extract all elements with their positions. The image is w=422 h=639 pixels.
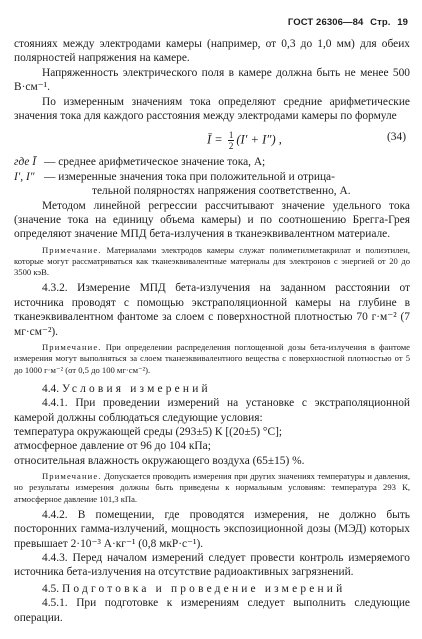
note-text: При определении распределения поглощенной дозы бета-излучения в фантоме измерения могут выполняться за слоем тканеэквивалентного вещества с поверхностной плотностью от 5 до 1000 г·м⁻² (от 0,5 до 100 мг·см⁻²). bbox=[14, 342, 410, 375]
note-text: Допускается проводить измерения при других значениях температуры и давления, но результаты измерения должны быть приведены к нормальным условиям: температура 293 К, атмосферное давление 101,3 кПа. bbox=[14, 471, 410, 504]
section-number: 4.5. bbox=[42, 582, 60, 595]
paragraph: Напряженность электрического поля в камере должна быть не менее 500 В·см⁻¹. bbox=[14, 66, 410, 94]
standard-code: ГОСТ 26306—84 bbox=[287, 17, 364, 28]
formula-34 bbox=[14, 124, 410, 154]
note-text: Материалами электродов камеры служат полиметилметакрилат и полиэтилен, которые могут рассматриваться как тканеэквивалентные материалы для электронов с энергией от 20 до 3500 кэВ. bbox=[14, 244, 410, 278]
definition-text: — среднее арифметическое значение тока, А; bbox=[44, 156, 266, 169]
section-heading-4-5 bbox=[14, 582, 410, 596]
variable-definitions bbox=[14, 155, 410, 198]
fraction-numerator: 1 bbox=[228, 130, 234, 141]
formula-number: (34) bbox=[387, 131, 406, 144]
paragraph: Методом линейной регрессии рассчитывают значение удельного тока (значение тока на единицу объема камеры) и по соотношению Брегга-Грея определяют значение МПД бета-излучения в тканеэквивалентном материале. bbox=[14, 199, 410, 241]
paragraph: 4.4.3. Перед началом измерений следует провести контроль измеряемого источника бета-излучения на отсутствие радиоактивных загрязнений. bbox=[14, 551, 410, 579]
definition-row bbox=[14, 170, 410, 184]
definition-continuation: тельной полярностях напряжения соответственно, А. bbox=[92, 185, 351, 198]
note bbox=[14, 471, 410, 505]
definition-term: где Ī bbox=[14, 156, 37, 169]
formula-fraction bbox=[228, 130, 235, 151]
paragraph: По измеренным значениям тока определяют средние арифметические значения тока для каждого расстояния между электродами камеры по формуле bbox=[14, 95, 410, 123]
note-label: Примечание. bbox=[42, 471, 102, 482]
section-title: Условия измерений bbox=[61, 382, 211, 395]
page-label: Стр. bbox=[370, 17, 391, 28]
page-number: 19 bbox=[397, 17, 408, 28]
note bbox=[14, 245, 410, 279]
paragraph: 4.3.2. Измерение МПД бета-излучения на заданном расстоянии от источника проводят с помощью экстраполяционной камеры на глубине в тканеэквивалентном фантоме за слоем с поверхностной плотностью 70 г·м⁻² (7 мг·см⁻²). bbox=[14, 282, 410, 338]
note-label: Примечание. bbox=[42, 342, 102, 353]
section-title: Подготовка и проведение измерений bbox=[61, 582, 346, 595]
paragraph: 4.5.1. При подготовке к измерениям следует выполнить следующие операции. bbox=[14, 597, 410, 624]
fraction-denominator: 2 bbox=[228, 141, 234, 152]
paragraph: 4.4.1. При проведении измерений на установке с экстраполяционной камерой должны соблюдаться следующие условия: bbox=[14, 397, 410, 424]
definition-text: — измеренные значения тока при положительной и отрица- bbox=[44, 170, 335, 183]
note bbox=[14, 342, 410, 376]
page-header bbox=[284, 17, 408, 28]
condition-item: относительная влажность окружающего воздуха (65±15) %. bbox=[14, 454, 305, 467]
condition-item: атмосферное давление от 96 до 104 кПа; bbox=[14, 440, 211, 453]
condition-item: температура окружающей среды (293±5) К [(20±5) °С]; bbox=[14, 425, 283, 438]
formula-expression bbox=[207, 130, 282, 151]
paragraph: 4.4.2. В помещении, где проводятся измерения, не должно быть посторонних гамма-излучений, мощность экспозиционной дозы (МЭД) которых превышает 2·10⁻³ А·кг⁻¹ (0,8 мкР·с⁻¹). bbox=[14, 508, 410, 550]
formula-rhs: (I′ + I″) , bbox=[236, 132, 282, 147]
definition-row bbox=[14, 155, 410, 169]
definition-term: I′, I″ bbox=[14, 170, 35, 183]
paragraph: стояниях между электродами камеры (например, от 0,3 до 1,0 мм) для обеих полярностей напряжения на камере. bbox=[14, 38, 410, 65]
section-heading-4-4 bbox=[14, 382, 410, 396]
note-label: Примечание. bbox=[42, 244, 102, 255]
section-number: 4.4. bbox=[42, 382, 60, 395]
formula-lhs: Ī = bbox=[207, 132, 226, 147]
document-body bbox=[14, 37, 410, 625]
